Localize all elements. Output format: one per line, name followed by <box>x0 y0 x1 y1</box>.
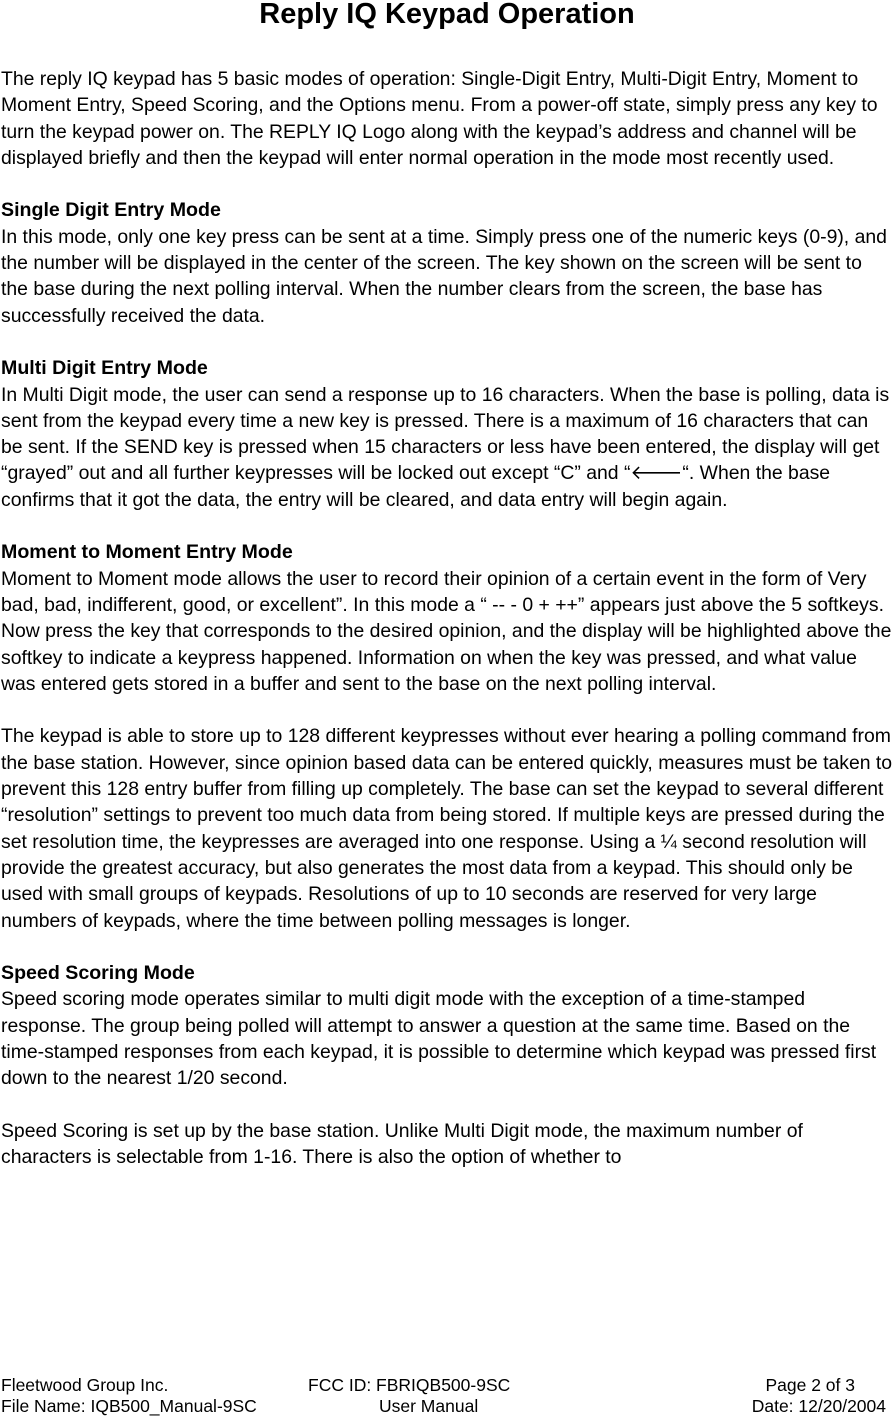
footer-file-name: File Name: IQB500_Manual-9SC <box>1 1396 257 1416</box>
section-paragraph-multi-digit: In Multi Digit mode, the user can send a response up to 16 characters. When the base is polling, data is sent from the keypad every time a new key is pressed. There is a maximum of 16 characters that can be sent. If the SEND key is pressed when 15 characters or less have been entered, the display will get “grayed” out and all further keypresses will be locked out except “C” and “🡐“. When the base confirms that it got the data, the entry will be cleared, and data entry will begin again. <box>1 383 890 511</box>
section-heading-speed-scoring: Speed Scoring Mode <box>1 962 195 985</box>
footer-page-number: Page 2 of 3 <box>765 1375 855 1395</box>
page-title: Reply IQ Keypad Operation <box>259 0 635 30</box>
footer-row-2 <box>1 1395 893 1417</box>
section-paragraph-speed-scoring-1: Speed scoring mode operates similar to multi digit mode with the exception of a time-stamped response. The group being polled will attempt to answer a question at the same time. Based on the time-stamped responses from each keypad, it is possible to determine which keypad was pressed first down to the nearest 1/20 second. <box>1 988 877 1090</box>
section-paragraph-moment-to-moment-2: The keypad is able to store up to 128 different keypresses without ever hearing a polling command from the base station. However, since opinion based data can be entered quickly, measures must be taken to prevent this 128 entry buffer from filling up completely. The base can set the keypad to several different “resolution” settings to prevent too much data from being stored. If multiple keys are pressed during the set resolution time, the keypresses are averaged into one response. Using a ¼ second resolution will provide the greatest accuracy, but also generates the most data from a keypad. This should only be used with small groups of keypads. Resolutions of up to 10 seconds are reserved for very large numbers of keypads, where the time between polling messages is longer. <box>1 725 893 932</box>
section-paragraph-moment-to-moment-1: Moment to Moment mode allows the user to record their opinion of a certain event in the form of Very bad, bad, indifferent, good, or excellent”. In this mode a “ -- - 0 + ++” appears just above the 5 softkeys. Now press the key that corresponds to the desired opinion, and the display will be highlighted above the softkey to indicate a keypress happened. Information on when the key was pressed, and what value was entered gets stored in a buffer and sent to the base on the next polling interval. <box>1 567 892 695</box>
footer-company: Fleetwood Group Inc. <box>1 1375 169 1395</box>
section-paragraph-single-digit: In this mode, only one key press can be sent at a time. Simply press one of the numeric keys (0-9), and the number will be displayed in the center of the screen. The key shown on the screen will be sent to the base during the next polling interval. When the number clears from the screen, the base has successfully received the data. <box>1 225 887 327</box>
document-body <box>1 66 894 1170</box>
section-heading-moment-to-moment: Moment to Moment Entry Mode <box>1 541 293 564</box>
section-heading-multi-digit: Multi Digit Entry Mode <box>1 357 208 380</box>
footer-row-1 <box>1 1374 893 1396</box>
footer-doc-type: User Manual <box>379 1396 479 1416</box>
section-heading-single-digit: Single Digit Entry Mode <box>1 199 221 222</box>
intro-paragraph: The reply IQ keypad has 5 basic modes of operation: Single-Digit Entry, Multi-Digit Entry, Moment to Moment Entry, Speed Scoring, and the Options menu. From a power-off state, simply press any key to turn the keypad power on. The REPLY IQ Logo along with the keypad’s address and channel will be displayed briefly and then the keypad will enter normal operation in the mode most recently used. <box>1 68 878 169</box>
footer-date: Date: 12/20/2004 <box>751 1396 886 1416</box>
section-paragraph-speed-scoring-2: Speed Scoring is set up by the base station. Unlike Multi Digit mode, the maximum number of characters is selectable from 1-16. There is also the option of whether to <box>1 1119 803 1169</box>
footer-fcc-id: FCC ID: FBRIQB500-9SC <box>308 1375 511 1395</box>
